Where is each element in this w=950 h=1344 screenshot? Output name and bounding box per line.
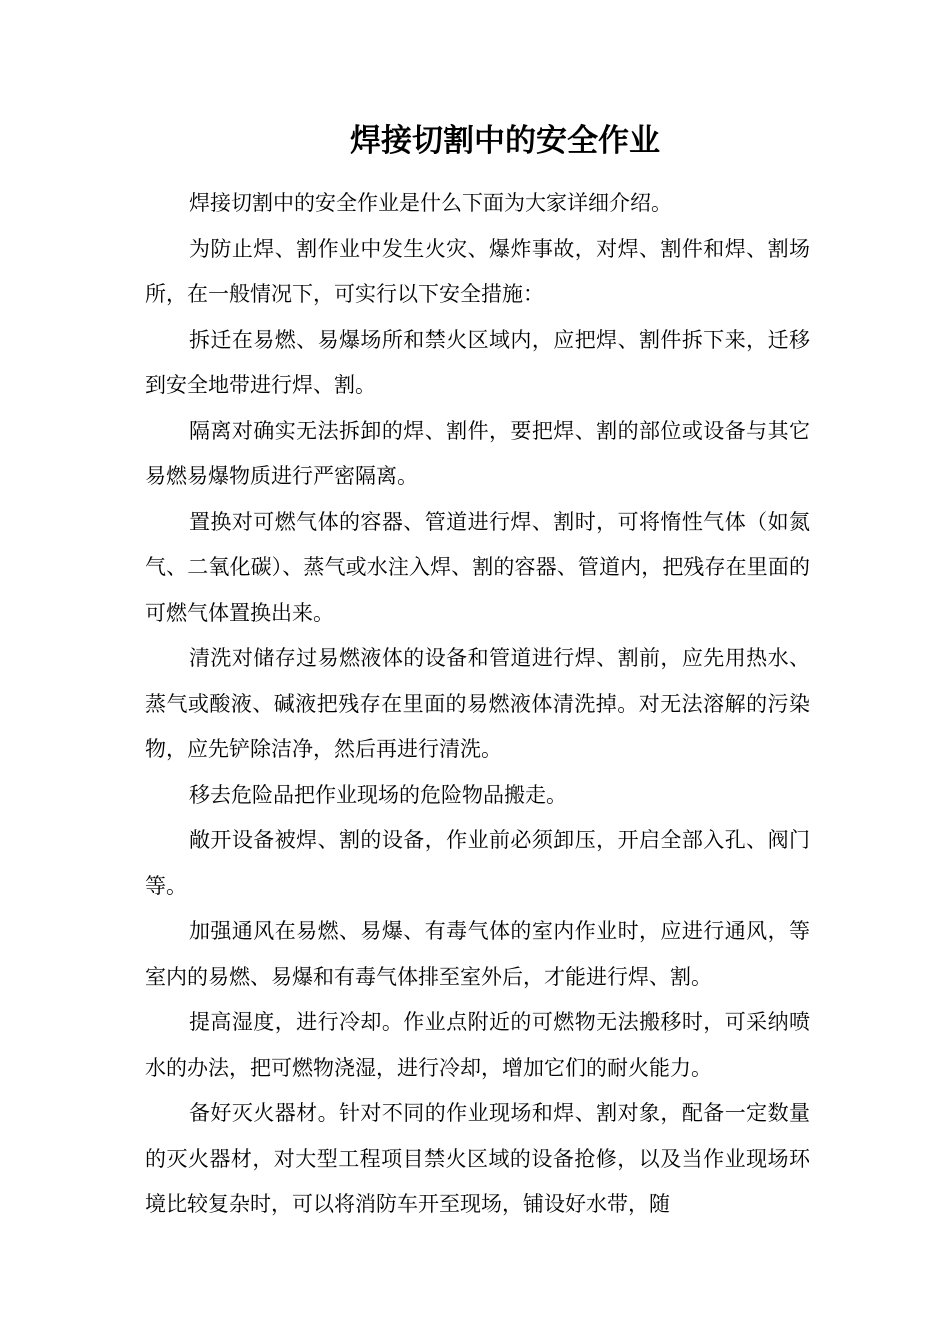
paragraph-clean: 清洗对储存过易燃液体的设备和管道进行焊、割前，应先用热水、蒸气或酸液、碱液把残存在里面的易燃液体清洗掉。对无法溶解的污染物，应先铲除洁净，然后再进行清洗。 [145, 646, 810, 761]
paragraph-intro: 焊接切割中的安全作业是什么下面为大家详细介绍。 [189, 191, 672, 215]
paragraph-ventilation: 加强通风在易燃、易爆、有毒气体的室内作业时，应进行通风，等室内的易燃、易爆和有毒气体排至室外后，才能进行焊、割。 [145, 919, 810, 989]
paragraph-replace: 置换对可燃气体的容器、管道进行焊、割时，可将惰性气体（如氮气、二氧化碳）、蒸气或水注入焊、割的容器、管道内，把残存在里面的可燃气体置换出来。 [145, 509, 810, 625]
document-title: 焊接切割中的安全作业 [350, 123, 660, 159]
paragraph-isolate: 隔离对确实无法拆卸的焊、割件，要把焊、割的部位或设备与其它易燃易爆物质进行严密隔离。 [145, 418, 810, 488]
paragraph-fire-equipment: 备好灭火器材。针对不同的作业现场和焊、割对象，配备一定数量的灭火器材，对大型工程项目禁火区域的设备抢修，以及当作业现场环境比较复杂时，可以将消防车开至现场，铺设好水带，随 [145, 1101, 810, 1216]
paragraph-measures-overview: 为防止焊、割作业中发生火灾、爆炸事故，对焊、割件和焊、割场所，在一般情况下，可实行以下安全措施： [145, 236, 810, 306]
paragraph-remove-hazards: 移去危险品把作业现场的危险物品搬走。 [189, 782, 567, 807]
paragraph-open-equipment: 敞开设备被焊、割的设备，作业前必须卸压，开启全部入孔、阀门等。 [145, 828, 810, 898]
paragraph-relocate: 拆迁在易燃、易爆场所和禁火区域内，应把焊、割件拆下来，迁移到安全地带进行焊、割。 [145, 327, 810, 397]
paragraph-humidity-cooling: 提高湿度，进行冷却。作业点附近的可燃物无法搬移时，可采纳喷水的办法，把可燃物浇湿，进行冷却，增加它们的耐火能力。 [145, 1010, 810, 1080]
document-body [145, 181, 810, 1228]
